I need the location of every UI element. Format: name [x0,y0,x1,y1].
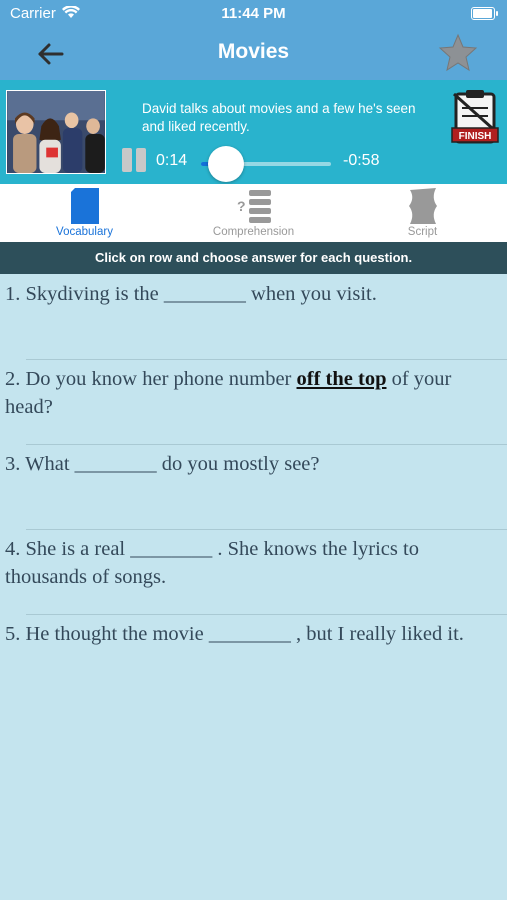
comprehension-list-icon [235,186,273,226]
favorite-button[interactable] [436,31,480,75]
answer-blank: ________ [130,538,213,560]
finish-label: FINISH [458,131,492,142]
tab-label: Vocabulary [56,226,113,238]
progress-thumb[interactable] [208,146,244,182]
tab-bar [0,184,507,242]
chosen-answer: off the top [296,368,387,390]
carrier-label: Carrier [10,5,56,22]
question-row-1[interactable]: 1. Skydiving is the ________ when you visit. [0,274,507,359]
elapsed-time: 0:14 [156,152,188,169]
finish-button[interactable] [448,88,500,146]
battery-icon [471,7,495,20]
status-bar [0,0,507,28]
question-row-4[interactable]: 4. She is a real ________ . She knows the lyrics to thousands of songs. [0,529,507,614]
instruction-bar: Click on row and choose answer for each question. [0,242,507,274]
audio-player [0,80,507,184]
pause-icon [122,148,132,172]
vocabulary-card-icon [66,186,104,226]
tab-comprehension[interactable] [169,184,338,242]
pause-button[interactable] [120,146,148,174]
navigation-bar [0,28,507,80]
tab-vocabulary[interactable] [0,184,169,242]
tab-script[interactable] [338,184,507,242]
remaining-time: -0:58 [343,152,380,169]
answer-blank: ________ [208,623,291,645]
answer-blank: ________ [74,453,157,475]
question-row-5[interactable]: 5. He thought the movie ________ , but I really liked it. [5,623,464,645]
script-scroll-icon [404,186,442,226]
episode-description: David talks about movies and a few he's seen and liked recently. [142,101,416,134]
star-icon [440,35,476,70]
clock: 11:44 PM [221,5,286,22]
movie-thumbnail [6,90,106,174]
tab-label: Comprehension [212,226,295,238]
clipboard-finish-icon [452,90,498,142]
question-row-3[interactable]: 3. What ________ do you mostly see? [0,444,507,529]
svg-text:?: ? [237,198,246,214]
page-title: Movies [217,40,290,63]
question-row-2[interactable]: 2. Do you know her phone number off the top of your head? [0,359,507,444]
tab-label: Script [407,226,438,238]
answer-blank: ________ [163,283,246,305]
